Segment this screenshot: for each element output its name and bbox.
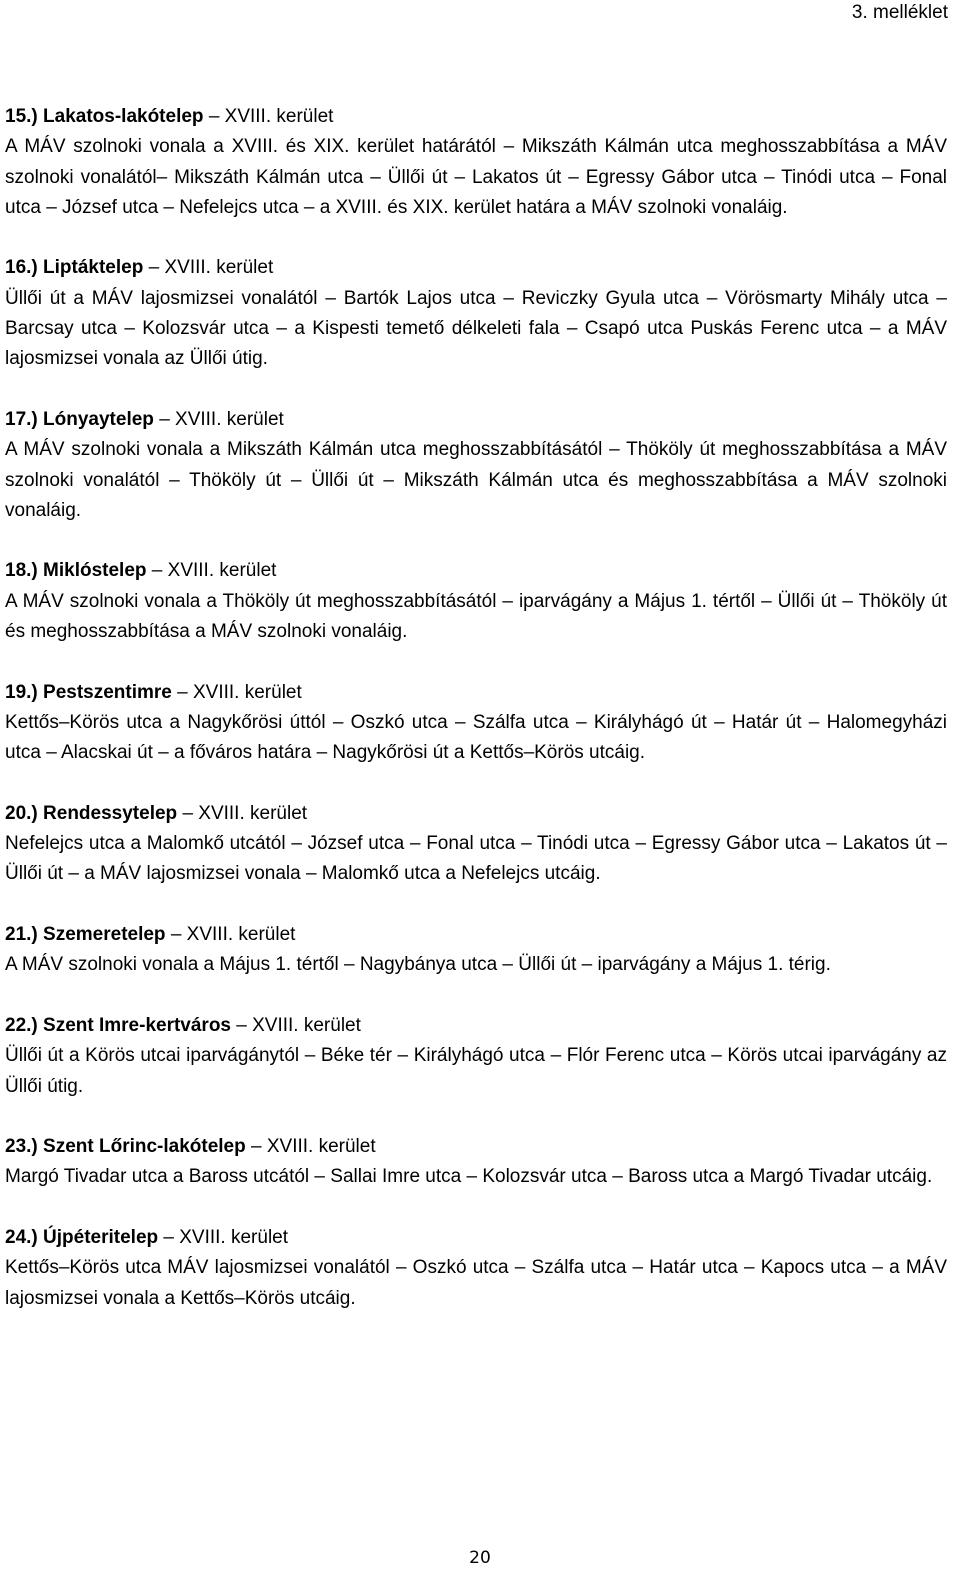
- entry-number: 20.): [5, 802, 38, 824]
- entry-number: 18.): [5, 560, 38, 582]
- entry-description: A MÁV szolnoki vonala a Mikszáth Kálmán utca meghosszabbításától – Thököly út meghosszabbítása a MÁV szolnoki vonalától – Thököly út – Üllői út – Mikszáth Kálmán utca és meghosszabbítása a MÁV szolnoki vonaláig.: [5, 439, 947, 521]
- entry-heading: [5, 678, 947, 708]
- entry-district: – XVIII. kerület: [236, 1014, 361, 1036]
- entry-description: Margó Tivadar utca a Baross utcától – Sallai Imre utca – Kolozsvár utca – Baross utca a Margó Tivadar utcáig.: [5, 1166, 933, 1188]
- annex-label: 3. melléklet: [851, 2, 948, 23]
- entry-24: [5, 1223, 947, 1314]
- entry-name: Miklóstelep: [43, 560, 147, 582]
- entry-description: Kettős–Körös utca MÁV lajosmizsei vonalától – Oszkó utca – Szálfa utca – Határ utca – Kapocs utca – a MÁV lajosmizsei vonala a Kettős–Körös utcáig.: [5, 1257, 947, 1309]
- entry-name: Szent Imre-kertváros: [43, 1014, 231, 1036]
- entry-heading: [5, 1223, 947, 1253]
- entry-17: [5, 405, 947, 526]
- entry-20: [5, 799, 947, 890]
- entry-number: 15.): [5, 106, 38, 127]
- entry-name: Újpéteritelep: [43, 1226, 159, 1248]
- entry-heading: [5, 253, 947, 283]
- entry-16: [5, 253, 947, 374]
- entry-19: [5, 678, 947, 769]
- entry-description: Nefelejcs utca a Malomkő utcától – József utca – Fonal utca – Tinódi utca – Egressy Gábor utca – Lakatos út – Üllői út – a MÁV lajosmizsei vonala – Malomkő utca a Nefelejcs utcáig.: [5, 833, 947, 885]
- entry-heading: [5, 405, 947, 435]
- entry-23: [5, 1132, 947, 1193]
- entry-district: – XVIII. kerület: [177, 681, 302, 703]
- entry-district: – XVIII. kerület: [251, 1136, 376, 1158]
- document-body: [5, 102, 947, 1344]
- entry-name: Szemeretelep: [43, 924, 166, 946]
- entry-heading: [5, 1011, 947, 1041]
- entry-district: – XVIII. kerület: [208, 106, 334, 127]
- entry-district: – XVIII. kerület: [159, 408, 284, 430]
- entry-number: 21.): [5, 924, 38, 946]
- entry-number: 22.): [5, 1014, 38, 1036]
- entry-21: [5, 920, 947, 981]
- entry-15: [5, 102, 947, 223]
- entry-description: A MÁV szolnoki vonala a XVIII. és XIX. kerület határától – Mikszáth Kálmán utca meghosszabbítása a MÁV szolnoki vonalától– Mikszáth Kálmán utca – Üllői út – Lakatos út – Egressy Gábor utca – Tinódi utca – Fonal utca – József utca – Nefelejcs utca – a XVIII. és XIX. kerület határa a MÁV szolnoki vonaláig.: [5, 136, 947, 218]
- entry-18: [5, 556, 947, 647]
- entry-name: Pestszentimre: [43, 681, 172, 703]
- entry-name: Lónyaytelep: [43, 408, 154, 430]
- entry-district: – XVIII. kerület: [163, 1226, 289, 1248]
- entry-description: Kettős–Körös utca a Nagykőrösi úttól – Oszkó utca – Szálfa utca – Királyhágó út – Határ út – Halomegyházi utca – Alacskai út – a főváros határa – Nagykőrösi út a Kettős–Körös utcáig.: [5, 711, 947, 764]
- entry-name: Rendessytelep: [43, 802, 178, 824]
- entry-name: Szent Lőrinc-lakótelep: [43, 1136, 246, 1158]
- entry-number: 19.): [5, 681, 38, 703]
- entry-name: Lakatos-lakótelep: [43, 106, 204, 127]
- entry-number: 24.): [5, 1226, 38, 1248]
- entry-heading: [5, 1132, 947, 1162]
- entry-heading: [5, 102, 947, 132]
- page-number: 20: [469, 1548, 491, 1568]
- entry-description: Üllői út a Körös utcai iparvágánytól – Béke tér – Királyhágó utca – Flór Ferenc utca – Körös utcai iparvágány az Üllői útig.: [5, 1045, 947, 1097]
- entry-district: – XVIII. kerület: [182, 802, 308, 824]
- entry-name: Liptáktelep: [43, 257, 144, 279]
- entry-district: – XVIII. kerület: [170, 924, 296, 946]
- entry-22: [5, 1011, 947, 1102]
- entry-number: 23.): [5, 1136, 38, 1158]
- entry-number: 16.): [5, 257, 38, 279]
- entry-district: – XVIII. kerület: [151, 560, 277, 582]
- entry-description: A MÁV szolnoki vonala a Május 1. tértől – Nagybánya utca – Üllői út – iparvágány a Május 1. térig.: [5, 954, 831, 976]
- entry-heading: [5, 556, 947, 586]
- entry-number: 17.): [5, 408, 38, 430]
- entry-description: Üllői út a MÁV lajosmizsei vonalától – Bartók Lajos utca – Reviczky Gyula utca – Vörösmarty Mihály utca – Barcsay utca – Kolozsvár utca – a Kispesti temető délkeleti fala – Csapó utca Puskás Ferenc utca – a MÁV lajosmizsei vonala az Üllői útig.: [5, 287, 947, 370]
- entry-district: – XVIII. kerület: [148, 257, 274, 279]
- entry-heading: [5, 799, 947, 829]
- entry-description: A MÁV szolnoki vonala a Thököly út meghosszabbításától – iparvágány a Május 1. tértől – Üllői út – Thököly út és meghosszabbítása a MÁV szolnoki vonaláig.: [5, 590, 947, 643]
- entry-heading: [5, 920, 947, 950]
